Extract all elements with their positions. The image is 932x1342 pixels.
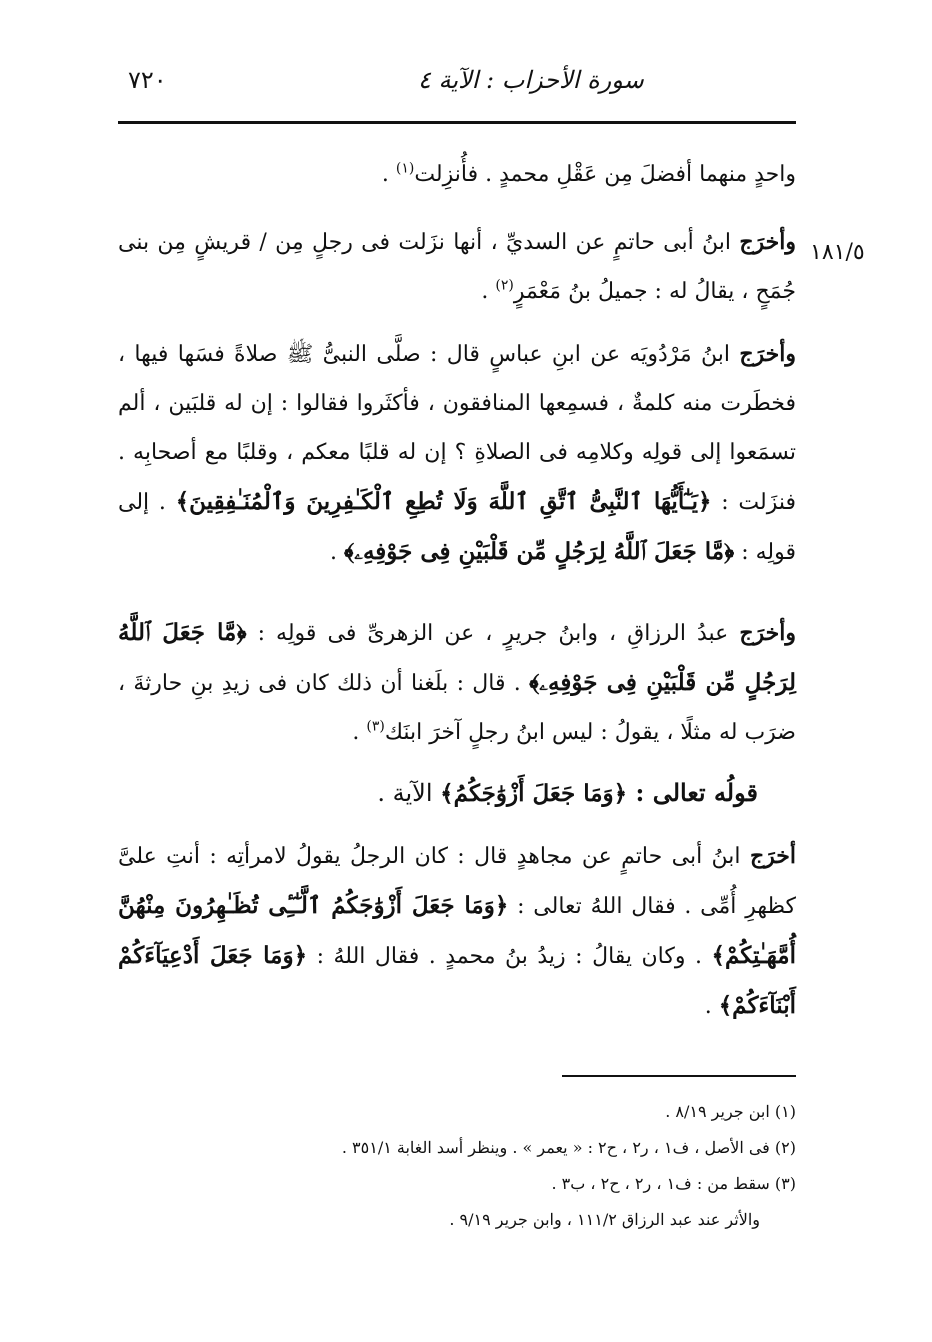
footnotes [118,1094,796,1238]
paragraph-middle: . إلى قولِه : [118,490,796,565]
quran-verse: ﴿وَمَا جَعَلَ أَزْوَٰجَكُمُ﴾ [440,780,628,807]
paragraph-tail: . [352,720,367,745]
paragraph-text: ابنُ مَرْدُويَه عن ابنِ عباسٍ قال : صلَّى النبىُّ ﷺ صلاةً فسَها فيها ، فخطَرت منه كلمةٌ ، فسمِعها المنافقون ، فأكثَروا فقالوا : إن له قلبَين ، ألم تسمَعوا إلى قولِه وكلامِه فى الصلاةِ ؟ إن له قلبًا معكم ، وقلبًا مع أصحابِه . فنزَلت : [118,342,796,515]
section-heading [118,778,758,807]
paragraph-text: عبدُ الرزاقِ ، وابنُ جريرٍ ، عن الزهرىِّ فى قولِه : [246,621,740,646]
footnote-rule [562,1075,796,1077]
quran-verse: ﴿وَمَا جَعَلَ أَزْوَٰجَكُمُ ٱلَّـٰٓـِٔى تُظَـٰهِرُونَ مِنْهُنَّ أُمَّهَـٰتِكُمْ﴾ [118,892,796,969]
paragraph-2 [118,218,796,316]
header-rule [118,121,796,124]
margin-reference: ١٨١/٥ [810,240,865,265]
paragraph-text: ابنُ أبى حاتمٍ عن السديِّ ، أنها نزَلت فى رجلٍ مِن / قريشٍ مِن بنى جُمَحٍ ، يقالُ له : جميلُ بنُ مَعْمَرٍ [118,230,796,304]
heading-lead: قولُه تعالى : [627,778,758,807]
lead-word: وأخرَج [739,341,797,367]
quran-verse: ﴿وَمَا جَعَلَ أَدْعِيَآءَكُمْ أَبْنَآءَكُمْ﴾ [118,942,796,1019]
running-title: سورة الأحزاب : الآية ٤ [418,66,644,94]
paragraph-3 [118,330,796,577]
quran-verse: ﴿مَّا جَعَلَ ٱللَّهُ لِرَجُلٍ مِّن قَلْبَيْنِ فِى جَوْفِهِۦ﴾ [344,538,735,565]
footnote-3: (٣) سقط من : ف١ ، ر٢ ، ح٢ ، ب٣ . [551,1174,796,1193]
footnote-1: (١) ابن جرير ٨/١٩ . [665,1102,796,1121]
quran-verse: ﴿مَّا جَعَلَ ٱللَّهُ لِرَجُلٍ مِّن قَلْبَيْنِ فِى جَوْفِهِۦ﴾ [118,619,796,696]
page-header [118,62,796,106]
paragraph-4 [118,608,796,757]
paragraph-5 [118,832,796,1031]
lead-word: أخرَج [749,843,796,869]
paragraph-1 [118,150,796,199]
lead-word: وأخرَج [739,620,797,646]
footnote-2: (٢) فى الأصل ، ف١ ، ر٢ ، ح٢ : « يعمر » . وينظر أسد الغابة ٣٥١/١ . [341,1138,796,1157]
footnote-3-continuation: والأثر عند عبد الرزاق ١١١/٢ ، وابن جرير ٩/١٩ . [449,1210,760,1229]
quran-verse: ﴿يَـٰٓأَيُّهَا ٱلنَّبِىُّ ٱتَّقِ ٱللَّهَ وَلَا تُطِعِ ٱلْكَـٰفِرِينَ وَٱلْمُنَـٰفِقِينَ﴾ [175,488,712,515]
paragraph-text: ابنُ أبى حاتمٍ عن مجاهدٍ قال : كان الرجلُ يقولُ لامرأتِه : أنتِ علىَّ كظهرِ أُمِّى . فقال اللهُ تعالى : [118,844,796,919]
paragraph-text: واحدٍ منهما أفضلَ مِن عَقْلِ محمدٍ . فأُنزِلت [414,162,796,187]
heading-tail: الآية . [377,779,441,807]
paragraph-tail: . [330,540,345,565]
paragraph-middle: . وكان يقالُ : زيدُ بنُ محمدٍ . فقال اللهُ : [307,944,712,969]
lead-word: وأخرَج [739,229,796,255]
page-number: ٧٢٠ [128,66,167,94]
footnote-mark: (٢) [495,277,514,294]
footnote-mark: (١) [395,160,415,177]
paragraph-tail: . [481,279,496,304]
footnote-mark: (٣) [366,718,385,735]
paragraph-tail: . [704,994,719,1019]
paragraph-tail: . [381,162,396,187]
paragraph-middle: . قال : بلَغنا أن ذلك كان فى زيدِ بنِ حارثةَ ، ضرَب له مثلًا ، يقولُ : ليس ابنُ رجلٍ آخرَ ابنَك [118,671,796,745]
